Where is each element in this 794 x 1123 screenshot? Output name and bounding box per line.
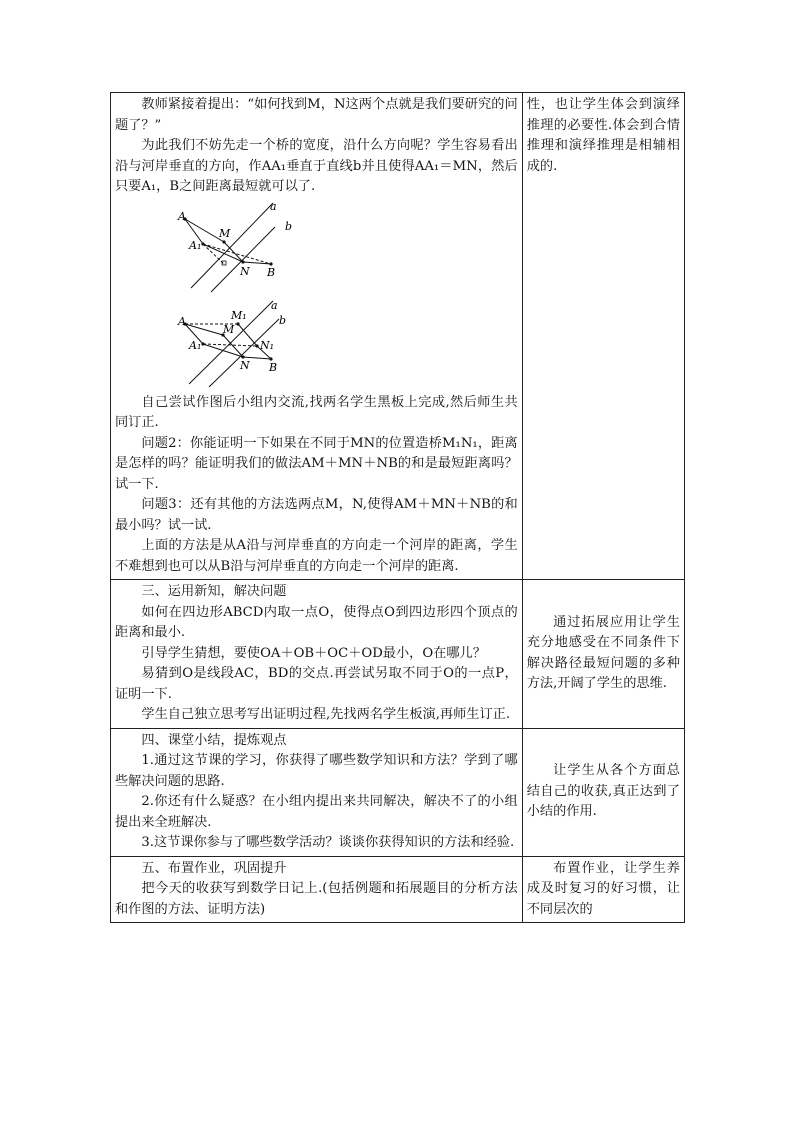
label-A: A bbox=[178, 314, 186, 328]
paragraph: 问题2：你能证明一下如果在不同于MN的位置造桥M₁N₁，距离是怎样的吗？能证明我们的做法AM＋MN＋NB的和是最短距离吗？试一下. bbox=[115, 435, 518, 492]
teaching-process-cell bbox=[111, 728, 523, 856]
segment-A1N1 bbox=[203, 344, 257, 346]
paragraph: 教师紧接着提出：“如何找到M，N这两个点就是我们要研究的问题了？” bbox=[115, 97, 518, 133]
label-N: N bbox=[240, 264, 250, 278]
design-intent-cell bbox=[522, 93, 684, 580]
paragraph: 为此我们不妨先走一个桥的宽度，沿什么方向呢？学生容易看出沿与河岸垂直的方向，作AA₁垂直于直线b并且使得AA₁＝MN，然后只要A₁，B之间距离最短就可以了. bbox=[115, 138, 518, 194]
segment-AM bbox=[185, 324, 223, 335]
paragraph: 上面的方法是从A沿与河岸垂直的方向走一个河岸的距离，学生不难想到也可以从B沿与河岸垂直的方向走一个河岸的距离. bbox=[115, 538, 518, 574]
paragraph: 易猜到O是线段AC，BD的交点.再尝试另取不同于O的一点P，证明一下. bbox=[115, 666, 518, 702]
table-row bbox=[111, 856, 685, 923]
label-A1: A₁ bbox=[189, 238, 202, 252]
point-A1 bbox=[201, 342, 204, 345]
paragraph: 性，也让学生体会到演绎推理的必要性.体会到合情推理和演绎推理是相辅相成的. bbox=[526, 97, 680, 174]
teaching-process-cell bbox=[111, 856, 523, 923]
label-M1: M₁ bbox=[231, 308, 247, 322]
label-N: N bbox=[240, 358, 250, 372]
section-heading: 三、运用新知，解决问题 bbox=[141, 584, 287, 599]
table-row bbox=[111, 93, 685, 580]
point-N1 bbox=[255, 344, 258, 347]
design-intent-cell bbox=[522, 580, 684, 729]
table-row bbox=[111, 728, 685, 856]
label-a: a bbox=[270, 199, 277, 213]
paragraph: 让学生从各个方面总结自己的收获,真正达到了小结的作用. bbox=[526, 763, 680, 820]
label-B: B bbox=[269, 360, 278, 374]
point-N bbox=[241, 260, 244, 263]
design-intent-cell bbox=[522, 856, 684, 923]
label-A: A bbox=[178, 209, 186, 223]
paragraph: 1.通过这节课的学习，你获得了哪些数学知识和方法？学到了哪些解决问题的思路. bbox=[115, 753, 518, 789]
label-B: B bbox=[267, 265, 276, 279]
paragraph: 问题3：还有其他的方法选两点M，N,使得AM＋MN＋NB的和最小吗？试一试. bbox=[115, 497, 518, 533]
label-b: b bbox=[285, 219, 293, 233]
label-M: M bbox=[223, 322, 235, 336]
bridge-figure-2 bbox=[145, 299, 285, 389]
bridge-figure-1 bbox=[145, 199, 293, 295]
label-M: M bbox=[219, 226, 231, 240]
label-a: a bbox=[271, 298, 278, 312]
segment-A1B bbox=[203, 244, 271, 264]
label-b: b bbox=[279, 313, 287, 327]
label-N1: N₁ bbox=[260, 338, 275, 352]
design-intent-cell bbox=[522, 728, 684, 856]
paragraph: 通过拓展应用让学生充分地感受在不同条件下解决路径最短问题的多种方法,开阔了学生的思维. bbox=[526, 614, 680, 692]
section-heading: 五、布置作业，巩固提升 bbox=[141, 860, 287, 876]
lesson-plan-table bbox=[110, 92, 685, 923]
paragraph: 把今天的收获写到数学日记上.(包括例题和拓展题目的分析方法和作图的方法、证明方法) bbox=[115, 881, 518, 917]
paragraph: 自己尝试作图后小组内交流,找两名学生黑板上完成,然后师生共同订正. bbox=[115, 394, 518, 430]
segment-A1N bbox=[203, 244, 243, 262]
paragraph: 如何在四边形ABCD内取一点O，使得点O到四边形四个顶点的距离和最小. bbox=[115, 604, 518, 640]
segment-MN bbox=[224, 242, 243, 262]
paragraph: 3.这节课你参与了哪些数学活动？谈谈你获得知识的方法和经验. bbox=[141, 835, 515, 850]
point-A1 bbox=[201, 242, 204, 245]
paragraph: 引导学生猜想，要使OA＋OB＋OC＋OD最小，O在哪儿？ bbox=[141, 645, 486, 661]
teaching-process-cell bbox=[111, 93, 523, 580]
paragraph: 布置作业，让学生养成及时复习的好习惯，让不同层次的 bbox=[526, 860, 680, 917]
segment-M1N1 bbox=[238, 324, 257, 346]
paragraph: 学生自己独立思考写出证明过程,先找两名学生板演,再师生订正. bbox=[141, 707, 511, 722]
table-row bbox=[111, 580, 685, 729]
point-M1 bbox=[236, 322, 239, 325]
paragraph: 2.你还有什么疑惑？在小组内提出来共同解决，解决不了的小组提出来全班解决. bbox=[115, 794, 518, 830]
section-heading: 四、课堂小结，提炼观点 bbox=[141, 732, 287, 748]
teaching-process-cell bbox=[111, 580, 523, 729]
point-M bbox=[222, 240, 225, 243]
label-A1: A₁ bbox=[189, 338, 202, 352]
